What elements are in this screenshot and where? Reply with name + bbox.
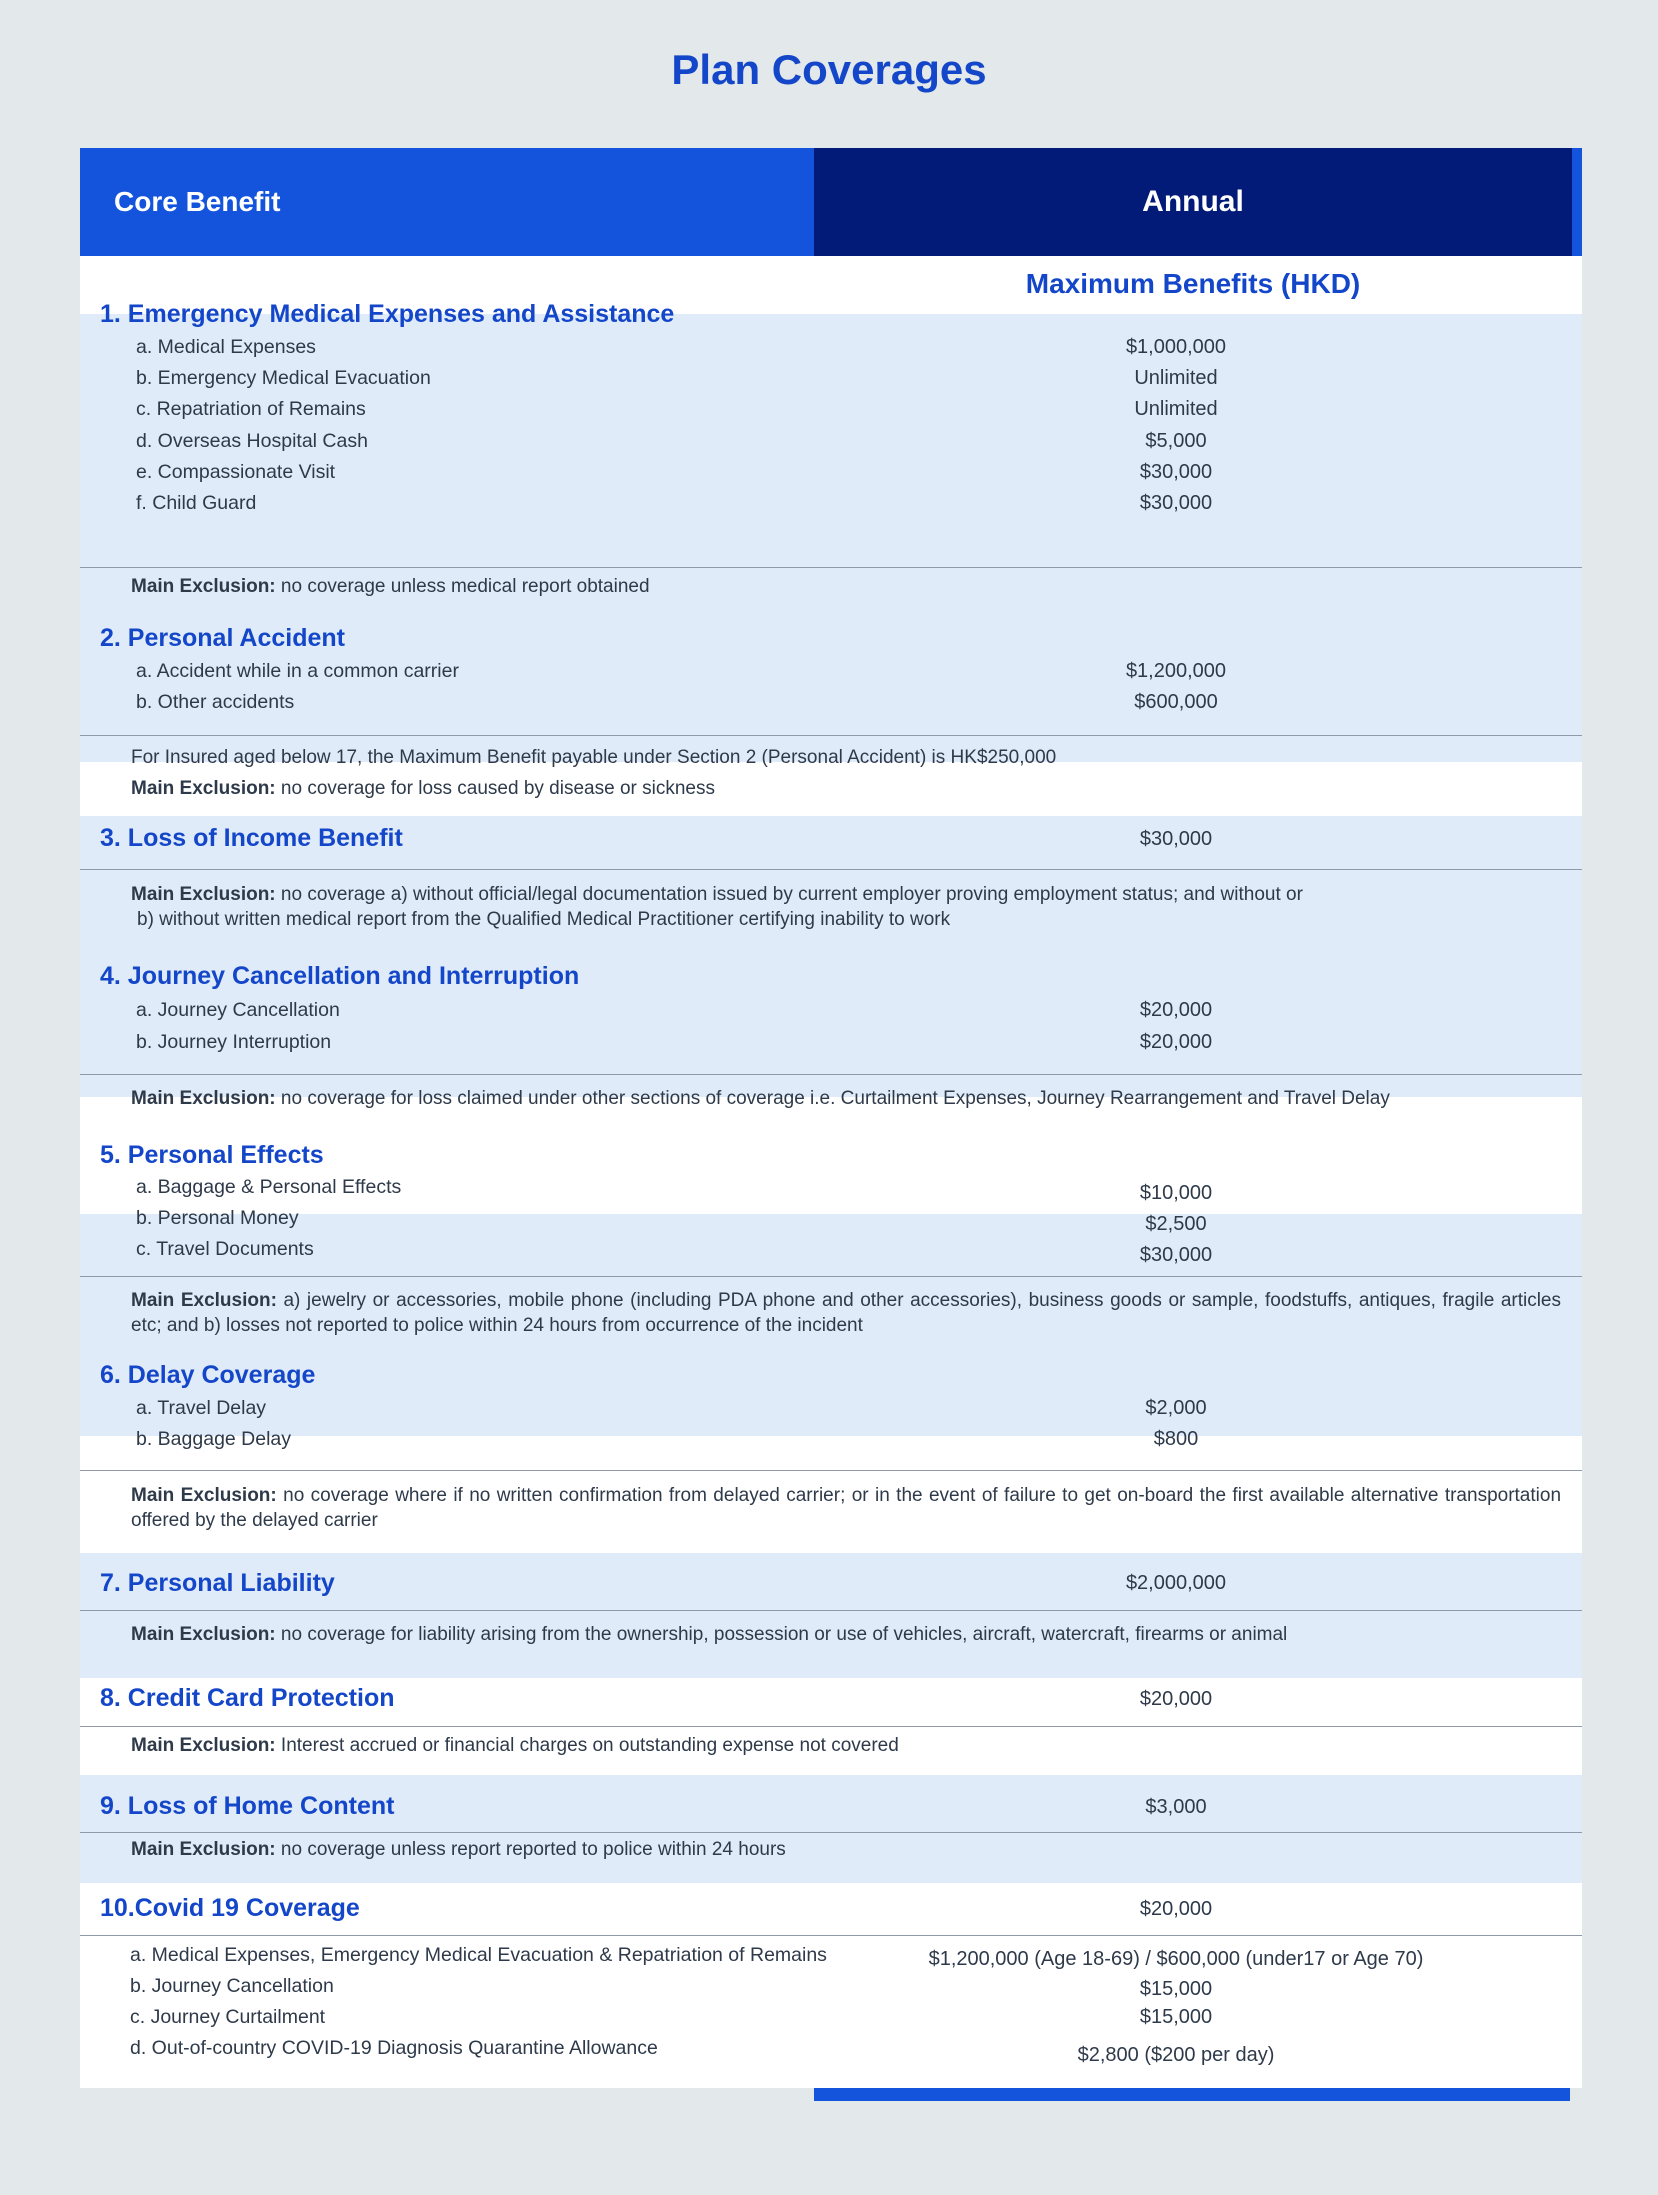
section-6-value: $2,000 xyxy=(1145,1397,1207,1419)
section-4-title: 4. Journey Cancellation and Interruption xyxy=(100,962,580,990)
page-title: Plan Coverages xyxy=(671,46,987,93)
section-1-item: e. Compassionate Visit xyxy=(136,461,336,483)
section-1-item: d. Overseas Hospital Cash xyxy=(136,430,368,452)
divider xyxy=(80,869,1582,870)
section-5-exclusion: Main Exclusion: a) jewelry or accessories, mobile phone (including PDA phone and other accessories), business goods or sample, foodstuffs, antiques, fragile articles etc; and b) losses not reported to police within 24 hours from occurrence of the incident xyxy=(131,1290,1562,1336)
section-7-title: 7. Personal Liability xyxy=(100,1569,335,1597)
section-1-item: a. Medical Expenses xyxy=(136,336,316,358)
section-1-exclusion: Main Exclusion: no coverage unless medical report obtained xyxy=(131,576,650,597)
section-5-title: 5. Personal Effects xyxy=(100,1141,324,1169)
section-10-value: $2,800 ($200 per day) xyxy=(1077,2044,1275,2066)
section-10-value: $15,000 xyxy=(1139,2006,1213,2028)
section-8-value: $20,000 xyxy=(1139,1688,1213,1710)
section-8-exclusion: Main Exclusion: Interest accrued or financial charges on outstanding expense not covered xyxy=(131,1735,899,1756)
divider xyxy=(80,1276,1582,1277)
section-3-band xyxy=(80,816,1582,1097)
section-10-item: b. Journey Cancellation xyxy=(130,1975,334,1997)
section-1-item: b. Emergency Medical Evacuation xyxy=(136,367,431,389)
section-1-value: Unlimited xyxy=(1134,398,1218,420)
section-9-title: 9. Loss of Home Content xyxy=(100,1792,395,1820)
section-6-item: a. Travel Delay xyxy=(136,1397,267,1419)
section-4-value: $20,000 xyxy=(1139,1031,1213,1053)
section-10-title: 10.Covid 19 Coverage xyxy=(100,1894,360,1922)
section-2-age-note: For Insured aged below 17, the Maximum Benefit payable under Section 2 (Personal Accident) is HK$250,000 xyxy=(131,747,1057,768)
section-4-item: b. Journey Interruption xyxy=(136,1031,332,1053)
section-1-title: 1. Emergency Medical Expenses and Assistance xyxy=(100,300,675,328)
section-6-title: 6. Delay Coverage xyxy=(100,1361,316,1389)
divider xyxy=(80,1832,1582,1833)
section-3-title: 3. Loss of Income Benefit xyxy=(100,824,403,852)
section-2-value: $1,200,000 xyxy=(1125,660,1227,682)
annual-header: Annual xyxy=(814,148,1572,256)
section-9-exclusion: Main Exclusion: no coverage unless report reported to police within 24 hours xyxy=(131,1839,786,1860)
section-5-value: $30,000 xyxy=(1139,1244,1213,1266)
section-5-value: $2,500 xyxy=(1145,1213,1207,1235)
section-10-item: a. Medical Expenses, Emergency Medical Evacuation & Repatriation of Remains xyxy=(130,1944,827,1966)
section-1-item: f. Child Guard xyxy=(136,492,257,514)
divider xyxy=(80,1726,1582,1727)
section-2-item: b. Other accidents xyxy=(136,691,295,713)
section-10-value: $15,000 xyxy=(1139,1978,1213,2000)
divider xyxy=(80,1935,1582,1936)
section-1-item: c. Repatriation of Remains xyxy=(136,398,366,420)
core-benefit-header: Core Benefit xyxy=(80,148,814,256)
footer-accent-bar xyxy=(814,2088,1570,2101)
section-1-value: $30,000 xyxy=(1139,492,1213,514)
section-5-item: b. Personal Money xyxy=(136,1207,299,1229)
section-3-value: $30,000 xyxy=(1139,828,1213,850)
section-2-item: a. Accident while in a common carrier xyxy=(136,660,459,682)
section-2-exclusion: Main Exclusion: no coverage for loss caused by disease or sickness xyxy=(131,778,715,799)
divider xyxy=(80,1470,1582,1471)
divider xyxy=(80,735,1582,736)
divider xyxy=(80,1074,1582,1075)
section-10-item: d. Out-of-country COVID-19 Diagnosis Quarantine Allowance xyxy=(130,2037,658,2059)
section-6-item: b. Baggage Delay xyxy=(136,1428,292,1450)
section-6-value: $800 xyxy=(1153,1428,1199,1450)
maximum-benefits-subheader: Maximum Benefits (HKD) xyxy=(1025,268,1361,299)
section-4-item: a. Journey Cancellation xyxy=(136,999,340,1021)
section-4-value: $20,000 xyxy=(1139,999,1213,1021)
section-5-value: $10,000 xyxy=(1139,1182,1213,1204)
section-7-exclusion: Main Exclusion: no coverage for liability arising from the ownership, possession or use of vehicles, aircraft, watercraft, firearms or animal xyxy=(131,1624,1288,1645)
section-10-item: c. Journey Curtailment xyxy=(130,2006,326,2028)
section-10-value: $20,000 xyxy=(1139,1898,1213,1920)
section-1-value: $5,000 xyxy=(1145,430,1207,452)
section-9-value: $3,000 xyxy=(1145,1796,1207,1818)
section-6-exclusion: Main Exclusion: no coverage where if no written confirmation from delayed carrier; or in the event of failure to get on-board the first available alternative transportation offered by the delayed carrier xyxy=(131,1485,1562,1531)
coverage-table xyxy=(80,148,1582,2088)
section-7-value: $2,000,000 xyxy=(1125,1572,1227,1594)
section-2-title: 2. Personal Accident xyxy=(100,624,345,652)
section-8-title: 8. Credit Card Protection xyxy=(100,1684,395,1712)
section-1-value: $30,000 xyxy=(1139,461,1213,483)
section-10-value: $1,200,000 (Age 18-69) / $600,000 (under17 or Age 70) xyxy=(928,1948,1424,1970)
divider xyxy=(80,567,1582,568)
section-1-value: Unlimited xyxy=(1134,367,1218,389)
header-edge-accent xyxy=(1572,148,1582,256)
section-3-exclusion: Main Exclusion: no coverage a) without official/legal documentation issued by current employer proving employment status; and without or b) without written medical report from the Qualified Medical Practitioner certifying inability to work xyxy=(131,884,1303,930)
section-5-item: a. Baggage & Personal Effects xyxy=(136,1176,402,1198)
section-5-item: c. Travel Documents xyxy=(136,1238,314,1260)
section-4-exclusion: Main Exclusion: no coverage for loss claimed under other sections of coverage i.e. Curtailment Expenses, Journey Rearrangement and Travel Delay xyxy=(131,1088,1390,1109)
section-1-value: $1,000,000 xyxy=(1125,336,1227,358)
divider xyxy=(80,1610,1582,1611)
section-2-value: $600,000 xyxy=(1134,691,1218,713)
